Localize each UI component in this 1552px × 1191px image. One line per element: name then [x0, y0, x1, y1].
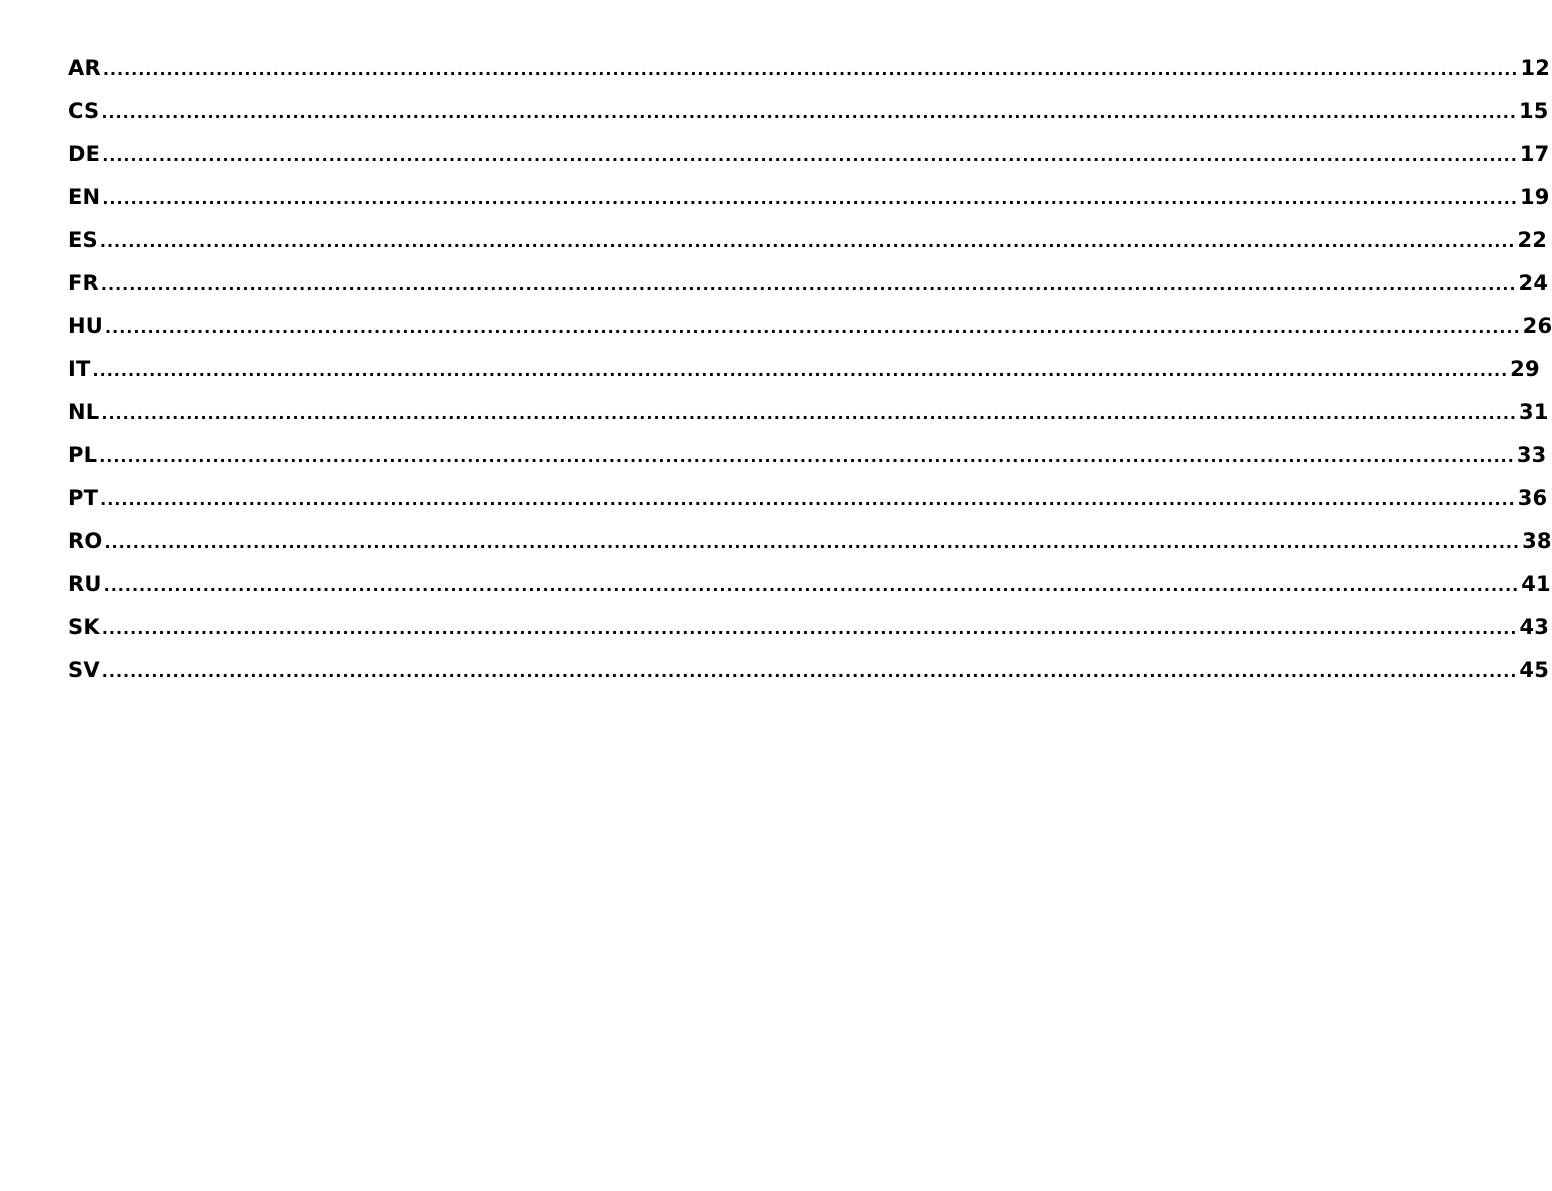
toc-page-number: 24 [1518, 271, 1549, 295]
toc-entry-ro[interactable] [68, 529, 1552, 572]
toc-entry-en[interactable] [68, 185, 1550, 228]
toc-entry-ru[interactable] [68, 572, 1551, 615]
toc-page-number: 12 [1520, 56, 1551, 80]
toc-dot-leader: ........................................................................................................................................................................................................ [100, 275, 1517, 294]
toc-language-code: HU [68, 314, 104, 338]
toc-language-code: EN [68, 185, 101, 209]
toc-page-number: 31 [1518, 400, 1549, 424]
toc-entry-hu[interactable] [68, 314, 1552, 357]
toc-page-number: 36 [1517, 486, 1548, 510]
toc-page-number: 29 [1510, 357, 1540, 381]
toc-page-number: 26 [1522, 314, 1552, 338]
toc-dot-leader: ........................................................................................................................................................................................................ [92, 361, 1509, 380]
toc-page-number: 38 [1522, 529, 1552, 553]
toc-page-number: 19 [1519, 185, 1550, 209]
toc-language-code: PL [68, 443, 98, 467]
toc-page-number: 22 [1517, 228, 1548, 252]
toc-entry-sv[interactable] [68, 658, 1550, 701]
toc-language-code: RU [68, 572, 102, 596]
toc-language-code: CS [68, 99, 100, 123]
toc-language-code: SV [68, 658, 100, 682]
toc-page-number: 41 [1521, 572, 1551, 596]
toc-dot-leader: ........................................................................................................................................................................................................ [100, 490, 1516, 509]
toc-dot-leader: ........................................................................................................................................................................................................ [105, 318, 1521, 337]
toc-page-number: 33 [1516, 443, 1547, 467]
toc-language-code: FR [68, 271, 99, 295]
toc-dot-leader: ........................................................................................................................................................................................................ [102, 146, 1518, 165]
table-of-contents [68, 56, 1552, 701]
toc-language-code: NL [68, 400, 100, 424]
toc-language-code: ES [68, 228, 98, 252]
toc-dot-leader: ........................................................................................................................................................................................................ [103, 576, 1520, 595]
toc-entry-ar[interactable] [68, 56, 1551, 99]
toc-page-number: 43 [1519, 615, 1550, 639]
toc-entry-es[interactable] [68, 228, 1548, 271]
toc-dot-leader: ........................................................................................................................................................................................................ [101, 103, 1517, 122]
toc-entry-cs[interactable] [68, 99, 1549, 142]
toc-entry-pl[interactable] [68, 443, 1547, 486]
toc-entry-pt[interactable] [68, 486, 1548, 529]
toc-entry-nl[interactable] [68, 400, 1549, 443]
toc-dot-leader: ........................................................................................................................................................................................................ [102, 60, 1519, 79]
toc-dot-leader: ........................................................................................................................................................................................................ [99, 232, 1516, 251]
toc-dot-leader: ........................................................................................................................................................................................................ [101, 662, 1518, 681]
toc-dot-leader: ........................................................................................................................................................................................................ [104, 533, 1521, 552]
toc-dot-leader: ........................................................................................................................................................................................................ [99, 447, 1515, 466]
toc-page-number: 45 [1519, 658, 1550, 682]
toc-language-code: DE [68, 142, 101, 166]
toc-language-code: AR [68, 56, 101, 80]
toc-entry-it[interactable] [68, 357, 1540, 400]
toc-dot-leader: ........................................................................................................................................................................................................ [101, 404, 1517, 423]
toc-dot-leader: ........................................................................................................................................................................................................ [101, 619, 1518, 638]
toc-language-code: SK [68, 615, 100, 639]
toc-language-code: IT [68, 357, 91, 381]
toc-page-number: 17 [1519, 142, 1550, 166]
toc-entry-fr[interactable] [68, 271, 1549, 314]
toc-language-code: RO [68, 529, 103, 553]
toc-page-number: 15 [1518, 99, 1549, 123]
toc-entry-sk[interactable] [68, 615, 1550, 658]
toc-dot-leader: ........................................................................................................................................................................................................ [102, 189, 1518, 208]
toc-language-code: PT [68, 486, 99, 510]
toc-entry-de[interactable] [68, 142, 1550, 185]
